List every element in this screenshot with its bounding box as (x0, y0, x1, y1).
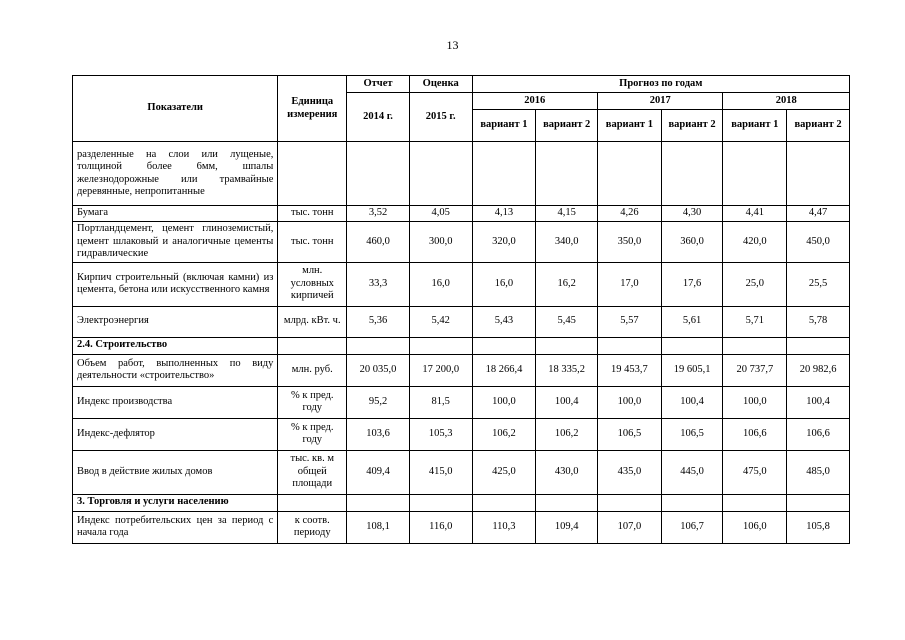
value-cell: 475,0 (723, 450, 787, 494)
indicator-name: Портландцемент, цемент глиноземистый, цемент шлаковый и аналогичные цементы гидравлические (73, 222, 278, 263)
table-row (73, 222, 850, 263)
value-cell: 5,78 (787, 306, 850, 337)
unit-cell: млрд. кВт. ч. (278, 306, 347, 337)
value-cell: 445,0 (661, 450, 723, 494)
unit-cell: тыс. тонн (278, 206, 347, 222)
value-cell: 4,15 (536, 206, 598, 222)
indicator-name: Электроэнергия (73, 306, 278, 337)
value-cell: 409,4 (347, 450, 410, 494)
value-cell: 4,41 (723, 206, 787, 222)
indicator-name: Индекс потребительских цен за период с начала года (73, 511, 278, 543)
empty-cell (536, 494, 598, 511)
value-cell: 110,3 (472, 511, 536, 543)
header-report: Отчет (347, 76, 410, 93)
value-cell: 105,8 (787, 511, 850, 543)
value-cell: 3,52 (347, 206, 410, 222)
value-cell: 95,2 (347, 386, 410, 418)
value-cell: 106,6 (723, 418, 787, 450)
value-cell (536, 142, 598, 206)
value-cell: 109,4 (536, 511, 598, 543)
indicator-name: Объем работ, выполненных по виду деятельности «строительство» (73, 354, 278, 386)
value-cell (598, 142, 662, 206)
header-year-2017: 2017 (598, 93, 723, 110)
section-title: 2.4. Строительство (73, 337, 278, 354)
table-row (73, 450, 850, 494)
empty-cell (472, 337, 536, 354)
value-cell: 320,0 (472, 222, 536, 263)
value-cell: 20 035,0 (347, 354, 410, 386)
value-cell: 17,0 (598, 262, 662, 306)
table-body (73, 142, 850, 544)
value-cell: 5,57 (598, 306, 662, 337)
value-cell: 81,5 (409, 386, 472, 418)
value-cell: 5,71 (723, 306, 787, 337)
value-cell: 20 737,7 (723, 354, 787, 386)
value-cell: 4,05 (409, 206, 472, 222)
unit-cell: к соотв. периоду (278, 511, 347, 543)
value-cell: 116,0 (409, 511, 472, 543)
value-cell: 108,1 (347, 511, 410, 543)
unit-cell: % к пред. году (278, 418, 347, 450)
table-row (73, 142, 850, 206)
empty-cell (723, 494, 787, 511)
page-number: 13 (446, 38, 459, 52)
table-row (73, 386, 850, 418)
value-cell: 100,4 (536, 386, 598, 418)
value-cell: 100,0 (598, 386, 662, 418)
header-variant-2: вариант 2 (661, 110, 723, 142)
table-row (73, 354, 850, 386)
value-cell: 20 982,6 (787, 354, 850, 386)
value-cell: 16,0 (472, 262, 536, 306)
header-year-2018: 2018 (723, 93, 850, 110)
indicator-name: Ввод в действие жилых домов (73, 450, 278, 494)
header-indicator: Показатели (73, 76, 278, 142)
table-row (73, 206, 850, 222)
header-year-2014: 2014 г. (347, 93, 410, 142)
value-cell: 100,0 (472, 386, 536, 418)
empty-cell (409, 494, 472, 511)
value-cell: 425,0 (472, 450, 536, 494)
value-cell: 16,2 (536, 262, 598, 306)
value-cell: 300,0 (409, 222, 472, 263)
value-cell: 100,0 (723, 386, 787, 418)
value-cell: 105,3 (409, 418, 472, 450)
unit-cell: % к пред. году (278, 386, 347, 418)
header-variant-1: вариант 1 (723, 110, 787, 142)
empty-cell (347, 337, 410, 354)
empty-cell (347, 494, 410, 511)
value-cell: 340,0 (536, 222, 598, 263)
value-cell: 106,5 (661, 418, 723, 450)
section-row (73, 494, 850, 511)
value-cell: 106,5 (598, 418, 662, 450)
header-variant-2: вариант 2 (536, 110, 598, 142)
table-row (73, 511, 850, 543)
value-cell: 5,45 (536, 306, 598, 337)
value-cell: 100,4 (787, 386, 850, 418)
value-cell: 350,0 (598, 222, 662, 263)
value-cell: 103,6 (347, 418, 410, 450)
value-cell: 18 335,2 (536, 354, 598, 386)
value-cell: 435,0 (598, 450, 662, 494)
unit-cell: тыс. тонн (278, 222, 347, 263)
value-cell (472, 142, 536, 206)
value-cell: 4,30 (661, 206, 723, 222)
empty-cell (661, 337, 723, 354)
header-unit: Единица измерения (278, 76, 347, 142)
value-cell: 415,0 (409, 450, 472, 494)
value-cell: 106,2 (472, 418, 536, 450)
value-cell (723, 142, 787, 206)
indicator-name: Индекс-дефлятор (73, 418, 278, 450)
value-cell: 106,6 (787, 418, 850, 450)
value-cell: 5,43 (472, 306, 536, 337)
header-variant-2: вариант 2 (787, 110, 850, 142)
unit-cell (278, 142, 347, 206)
value-cell: 5,42 (409, 306, 472, 337)
value-cell: 25,0 (723, 262, 787, 306)
value-cell: 106,7 (661, 511, 723, 543)
value-cell (347, 142, 410, 206)
header-variant-1: вариант 1 (598, 110, 662, 142)
empty-cell (409, 337, 472, 354)
section-title: 3. Торговля и услуги населению (73, 494, 278, 511)
value-cell (661, 142, 723, 206)
table-row (73, 306, 850, 337)
value-cell: 4,26 (598, 206, 662, 222)
value-cell: 4,47 (787, 206, 850, 222)
empty-cell (278, 494, 347, 511)
section-row (73, 337, 850, 354)
empty-cell (787, 337, 850, 354)
unit-cell: млн. условных кирпичей (278, 262, 347, 306)
header-variant-1: вариант 1 (472, 110, 536, 142)
forecast-table (72, 75, 850, 544)
unit-cell: тыс. кв. м общей площади (278, 450, 347, 494)
value-cell: 5,36 (347, 306, 410, 337)
empty-cell (787, 494, 850, 511)
indicator-name: Бумага (73, 206, 278, 222)
value-cell: 360,0 (661, 222, 723, 263)
empty-cell (723, 337, 787, 354)
empty-cell (661, 494, 723, 511)
value-cell: 106,0 (723, 511, 787, 543)
empty-cell (472, 494, 536, 511)
value-cell: 16,0 (409, 262, 472, 306)
indicator-name: Индекс производства (73, 386, 278, 418)
indicator-name: разделенные на слои или лущеные, толщиной более 6мм, шпалы железнодорожные или трамвайные деревянные, непропитанные (73, 142, 278, 206)
value-cell: 17 200,0 (409, 354, 472, 386)
value-cell: 4,13 (472, 206, 536, 222)
value-cell: 19 605,1 (661, 354, 723, 386)
value-cell: 106,2 (536, 418, 598, 450)
header-forecast: Прогноз по годам (472, 76, 849, 93)
empty-cell (598, 337, 662, 354)
unit-cell: млн. руб. (278, 354, 347, 386)
table-row (73, 262, 850, 306)
header-estimate: Оценка (409, 76, 472, 93)
value-cell: 33,3 (347, 262, 410, 306)
value-cell: 5,61 (661, 306, 723, 337)
value-cell: 450,0 (787, 222, 850, 263)
value-cell: 18 266,4 (472, 354, 536, 386)
value-cell: 430,0 (536, 450, 598, 494)
empty-cell (278, 337, 347, 354)
indicator-name: Кирпич строительный (включая камни) из цемента, бетона или искусственного камня (73, 262, 278, 306)
header-year-2016: 2016 (472, 93, 597, 110)
value-cell: 19 453,7 (598, 354, 662, 386)
value-cell: 460,0 (347, 222, 410, 263)
value-cell: 17,6 (661, 262, 723, 306)
value-cell: 25,5 (787, 262, 850, 306)
value-cell: 420,0 (723, 222, 787, 263)
header-year-2015: 2015 г. (409, 93, 472, 142)
table-row (73, 418, 850, 450)
empty-cell (598, 494, 662, 511)
value-cell: 485,0 (787, 450, 850, 494)
table-header (73, 76, 850, 142)
value-cell: 107,0 (598, 511, 662, 543)
value-cell (787, 142, 850, 206)
value-cell: 100,4 (661, 386, 723, 418)
empty-cell (536, 337, 598, 354)
value-cell (409, 142, 472, 206)
